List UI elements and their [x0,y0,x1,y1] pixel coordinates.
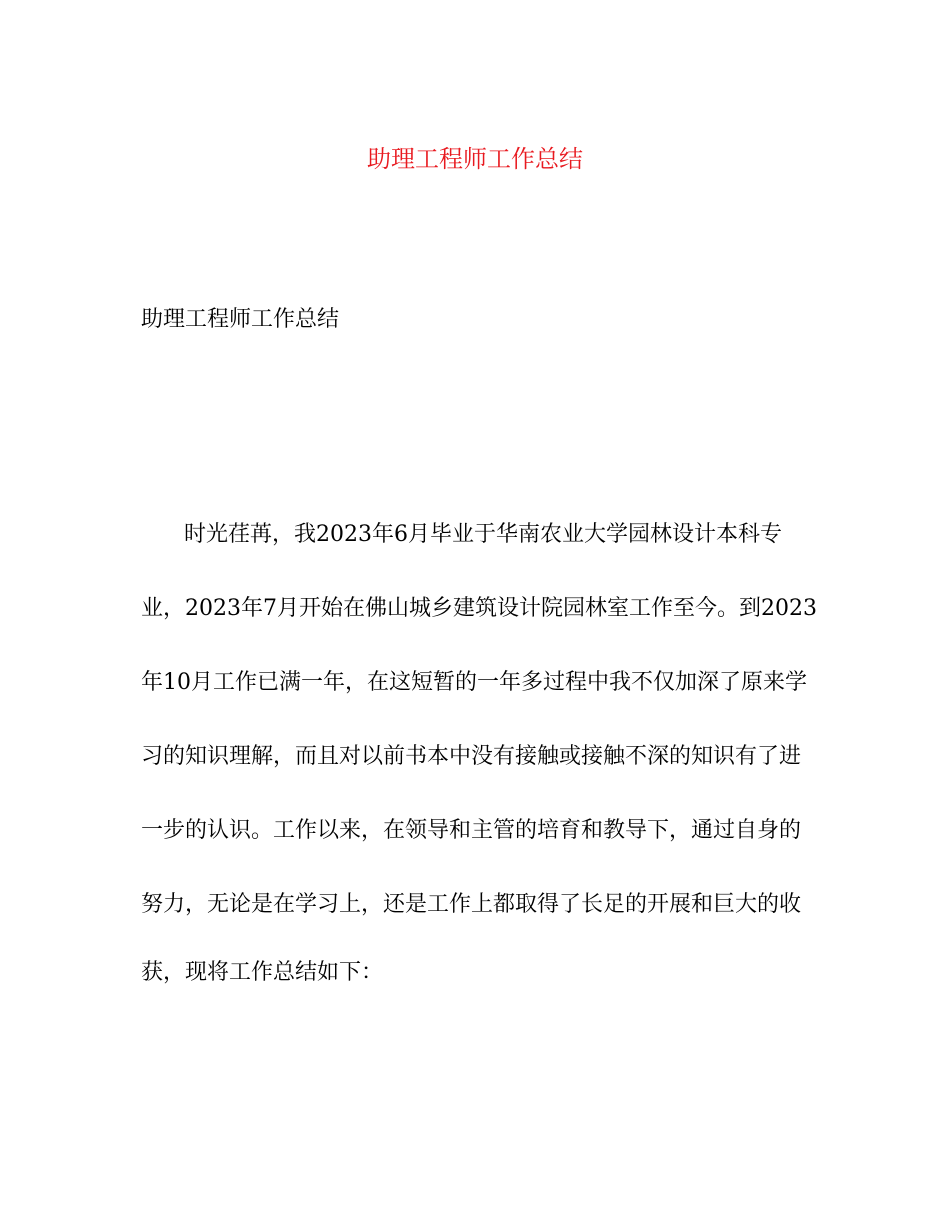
paragraph-line: 年10月工作已满一年，在这短暂的一年多过程中我不仅加深了原来学 [141,670,807,695]
paragraph-line: 业，2023年7月开始在佛山城乡建筑设计院园林室工作至今。到2023 [141,596,817,621]
paragraph-line: 一步的认识。工作以来，在领导和主管的培育和教导下，通过自身的 [141,818,802,843]
document-subtitle: 助理工程师工作总结 [141,307,340,332]
paragraph-line: 努力，无论是在学习上，还是工作上都取得了长足的开展和巨大的收 [141,892,802,917]
paragraph-line: 时光荏苒，我2023年6月毕业于华南农业大学园林设计本科专 [184,522,782,547]
document-title: 助理工程师工作总结 [367,145,583,173]
paragraph-line: 习的知识理解，而且对以前书本中没有接触或接触不深的知识有了进 [141,744,802,769]
paragraph-line: 获，现将工作总结如下： [141,960,384,985]
